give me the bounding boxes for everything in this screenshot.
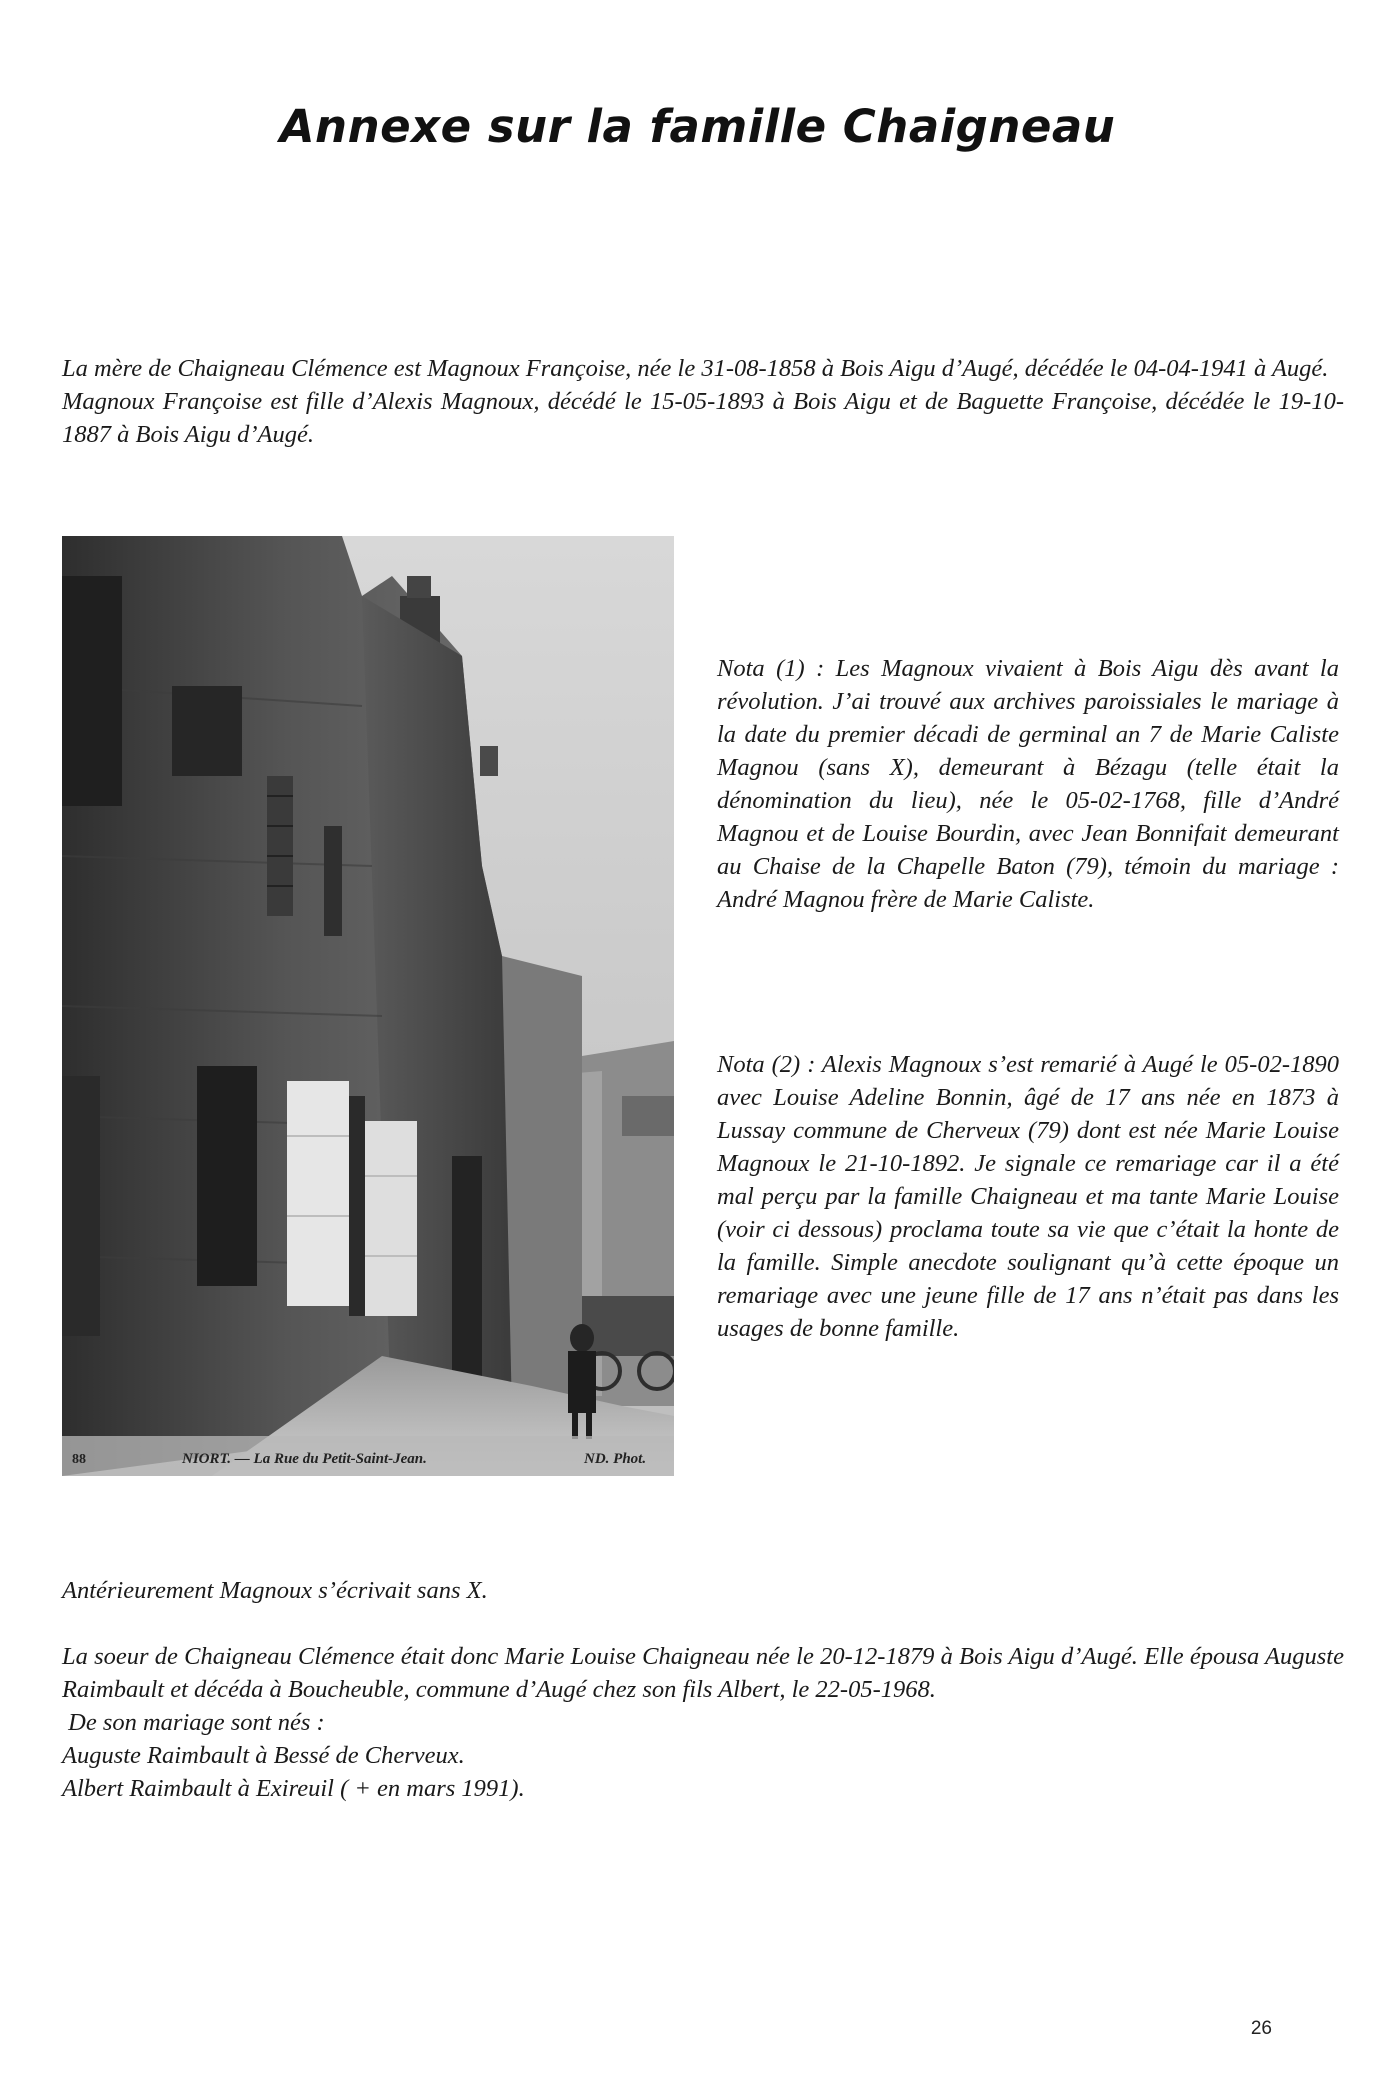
bottom-line-3: De son mariage sont nés : xyxy=(62,1709,325,1736)
nota-1: Nota (1) : Les Magnoux vivaient à Bois Aigu dès avant la révolution. J’ai trouvé aux archives paroissiales le mariage à la date du premier décadi de germinal an 7 de Marie Caliste Magnou (sans X), demeurant à Bézagu (telle était la dénomination du lieu), née le 05-02-1768, fille d’André Magnou et de Louise Bourdin, avec Jean Bonnifait demeurant au Chaise de la Chapelle Baton (79), témoin du mariage : André Magnou frère de Marie Caliste. xyxy=(717,655,1339,913)
intro-paragraph xyxy=(62,352,1344,451)
bottom-line-5: Albert Raimbault à Exireuil ( + en mars 1991). xyxy=(62,1775,525,1802)
photo-caption-number: 88 xyxy=(72,1452,86,1467)
bottom-line-2: La soeur de Chaigneau Clémence était donc Marie Louise Chaigneau née le 20-12-1879 à Bois Aigu d’Augé. Elle épousa Auguste Raimbault et décéda à Boucheuble, commune d’Augé chez son fils Albert, le 22-05-1968. xyxy=(62,1643,1344,1703)
bottom-section xyxy=(62,1574,1344,1805)
historical-photograph xyxy=(62,536,674,1476)
page-number: 26 xyxy=(1250,2018,1272,2039)
nota-2: Nota (2) : Alexis Magnoux s’est remarié à Augé le 05-02-1890 avec Louise Adeline Bonnin, âgé de 17 ans née en 1873 à Lussay commune de Cherveux (79) dont est née Marie Louise Magnoux le 21-10-1892. Je signale ce remariage car il a été mal perçu par la famille Chaigneau et ma tante Marie Louise (voir ci dessous) proclama toute sa vie que c’était la honte de la famille. Simple anecdote soulignant qu’à cette époque un remariage avec une jeune fille de 17 ans n’était pas dans les usages de bonne famille. xyxy=(717,1051,1339,1342)
bottom-line-4: Auguste Raimbault à Bessé de Cherveux. xyxy=(62,1742,465,1769)
intro-line-2: Magnoux Françoise est fille d’Alexis Magnoux, décédé le 15-05-1893 à Bois Aigu et de Baguette Françoise, décédée le 19-10-1887 à Bois Aigu d’Augé. xyxy=(62,388,1344,448)
photo-caption-credit: ND. Phot. xyxy=(584,1451,647,1467)
page-title: Annexe sur la famille Chaigneau xyxy=(279,100,1116,153)
photo-caption-text: NIORT. — La Rue du Petit-Saint-Jean. xyxy=(182,1451,427,1467)
bottom-line-1: Antérieurement Magnoux s’écrivait sans X. xyxy=(62,1577,488,1604)
intro-line-1: La mère de Chaigneau Clémence est Magnoux Françoise, née le 31-08-1858 à Bois Aigu d’Augé, décédée le 04-04-1941 à Augé. xyxy=(62,355,1329,382)
